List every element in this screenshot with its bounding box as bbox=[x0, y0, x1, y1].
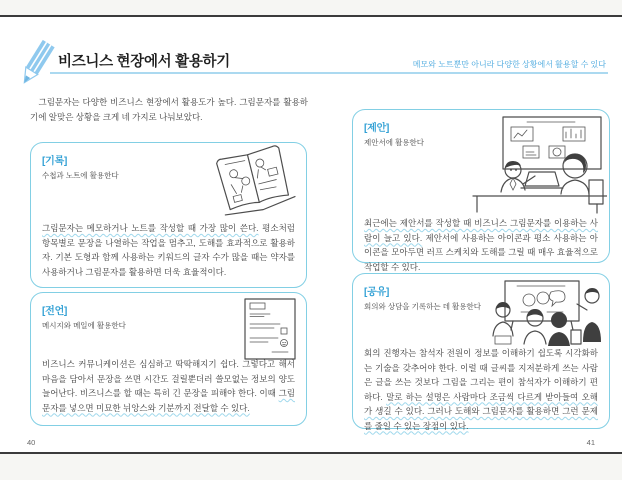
box-body bbox=[42, 357, 295, 415]
page-bottom-edge bbox=[0, 452, 622, 454]
box-body bbox=[364, 216, 598, 274]
box-body bbox=[42, 221, 295, 279]
box-tag: [제안] bbox=[364, 123, 390, 134]
box-tag: [공유] bbox=[364, 287, 390, 298]
intro-paragraph: 그림문자는 다양한 비즈니스 현장에서 활용도가 높다. 그림문자를 활용하기에 알맞은 상황을 크게 네 가지로 나눠보았다. bbox=[30, 97, 308, 122]
box-body bbox=[364, 346, 598, 433]
highlighted-sentence: 그림문자를 넣으면 미묘한 뉘앙스와 기분까지 전달할 수 있다. bbox=[42, 388, 295, 413]
feature-box-record bbox=[30, 142, 307, 288]
box-tag: [기록] bbox=[42, 156, 68, 167]
highlighted-sentence: 그림문자는 메모하거나 노트를 작성할 때 가장 많이 쓴다. bbox=[42, 223, 259, 233]
chapter-title: 비즈니스 현장에서 활용하기 bbox=[58, 54, 230, 70]
highlighted-sentence: 최근에는 제안서를 작성할 때 비즈니스 그림문자를 이용하는 사람이 늘고 있다. bbox=[364, 218, 598, 243]
page-number-right: 41 bbox=[586, 438, 595, 447]
body-sentence: 회의 진행자는 참석자 전원이 정보를 이해하기 쉽도록 시각화하는 기술을 갖추어야 한다. 이럴 때 글씨를 지저분하게 쓰는 사람은 글을 쓰는 것보다 그림을 그리는 편이 참석자가 이해하기 편하다. bbox=[364, 348, 598, 402]
feature-box-message bbox=[30, 292, 307, 426]
box-tag: [전언] bbox=[42, 306, 68, 317]
box-subtitle: 수첩과 노트에 활용한다 bbox=[42, 171, 119, 180]
box-subtitle: 회의와 상담을 기록하는 데 활용한다 bbox=[364, 302, 482, 311]
body-sentence: 제안서에 사용하는 아이콘과 평소 사용하는 아이콘을 모아두면 러프 스케치와 도해를 그릴 때 매우 효율적으로 작업할 수 있다. bbox=[364, 232, 598, 272]
feature-box-share bbox=[352, 273, 610, 429]
whiteboard-meeting-illustration bbox=[491, 278, 605, 348]
chapter-caption: 메모와 노트뿐만 아니라 다양한 상황에서 활용할 수 있다 bbox=[412, 60, 606, 69]
pencil-icon bbox=[16, 38, 56, 90]
notebook-illustration bbox=[206, 145, 302, 219]
proposal-meeting-illustration bbox=[471, 114, 607, 214]
feature-box-proposal bbox=[352, 109, 610, 272]
box-subtitle: 메시지와 메일에 활용한다 bbox=[42, 321, 126, 330]
box-subtitle: 제안서에 활용한다 bbox=[364, 138, 425, 147]
page-number-left: 40 bbox=[27, 438, 36, 447]
document-illustration bbox=[244, 298, 296, 360]
body-sentence: 평소처럼 항목별로 문장을 나열하는 작업을 멈추고, 도해를 효과적으로 활용하자. 기본 도형과 함께 사용하는 키워드의 글자 수가 많을 때는 약자를 사용하거나 그림문자를 활용하면 더욱 효율적이다. bbox=[42, 223, 295, 277]
body-sentence: 비즈니스 커뮤니케이션은 심심하고 딱딱해지기 쉽다. 그렇다고 해서 마음을 담아서 문장을 쓰면 시간도 걸릴뿐더러 쓸모없는 정보의 양도 늘어난다. 비즈니스를 할 때는 특히 긴 문장을 피해야 한다. 이때 bbox=[42, 359, 295, 398]
highlighted-sentence: 말로 하는 설명은 사람마다 조금씩 다르게 받아들여 오해가 생길 수 있다. 그러나 도해와 그림문자를 활용하면 그런 문제를 줄일 수 있는 장점이 있다. bbox=[364, 391, 598, 431]
header-underline bbox=[50, 72, 608, 74]
